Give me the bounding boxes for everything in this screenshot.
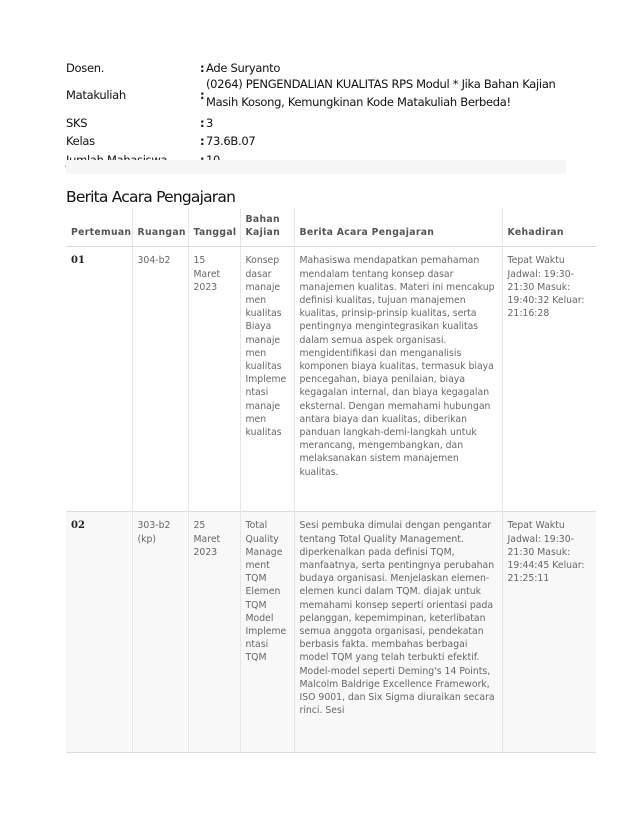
ruangan-cell: 303-b2 (kp) <box>132 512 188 753</box>
dosen-label: Dosen. <box>66 61 105 75</box>
kehadiran-cell: Tepat Waktu Jadwal: 19:30-21:30 Masuk: 19:44:45 Keluar: 21:25:11 <box>502 512 596 753</box>
section-title: Berita Acara Pengajaran <box>66 188 236 206</box>
bahan-kajian-cell: Total Quality Management TQM Elemen TQM Model Implementasi TQM <box>240 512 294 753</box>
pertemuan-cell: 01 <box>66 247 132 512</box>
teaching-report-table <box>66 208 596 753</box>
dosen-value: Ade Suryanto <box>206 61 281 75</box>
colon: : <box>200 116 205 130</box>
divider <box>66 160 566 174</box>
table-row <box>66 512 596 753</box>
berita-acara-cell: Sesi pembuka dimulai dengan pengantar tentang Total Quality Management. diperkenalkan pada definisi TQM, manfaatnya, serta pentingnya perubahan budaya organisasi. Menjelaskan elemen-elemen kunci dalam TQM. diajak untuk memahami konsep seperti orientasi pada pelanggan, kepemimpinan, keterlibatan semua anggota organisasi, pendekatan berbasis fakta. membahas berbagai model TQM yang telah terbukti efektif. Model-model seperti Deming's 14 Points, Malcolm Baldrige Excellence Framework, ISO 9001, dan Six Sigma diuraikan secara rinci. Sesi <box>294 512 502 753</box>
header-bahan-kajian: Bahan Kajian <box>240 208 294 247</box>
kelas-label: Kelas <box>66 134 95 148</box>
sks-label: SKS <box>66 116 88 130</box>
kelas-row <box>66 132 566 150</box>
colon: : <box>200 88 205 102</box>
pertemuan-cell: 02 <box>66 512 132 753</box>
header-ruangan: Ruangan <box>132 208 188 247</box>
kelas-value: 73.6B.07 <box>206 134 256 148</box>
colon: : <box>200 61 205 75</box>
tanggal-cell: 25 Maret 2023 <box>188 512 240 753</box>
sks-row <box>66 114 566 132</box>
sks-value: 3 <box>206 116 214 130</box>
header-pertemuan: Pertemuan <box>66 208 132 247</box>
header-berita-acara: Berita Acara Pengajaran <box>294 208 502 247</box>
dosen-row <box>66 60 566 76</box>
ruangan-cell: 304-b2 <box>132 247 188 512</box>
berita-acara-cell: Mahasiswa mendapatkan pemahaman mendalam tentang konsep dasar manajemen kualitas. Materi ini mencakup definisi kualitas, tujuan manajemen kualitas, prinsip-prinsip kualitas, serta pentingnya mengintegrasikan kualitas dalam semua aspek organisasi. mengidentifikasi dan menganalisis komponen biaya kualitas, termasuk biaya pencegahan, biaya penilaian, biaya kegagalan internal, dan biaya kegagalan eksternal. Dengan memahami hubungan antara biaya dan kualitas, diberikan panduan langkah-demi-langkah untuk merancang, mengembangkan, dan melaksanakan sistem manajemen kualitas. <box>294 247 502 512</box>
tanggal-cell: 15 Maret 2023 <box>188 247 240 512</box>
matakuliah-value: (0264) PENGENDALIAN KUALITAS RPS Modul * Jika Bahan Kajian Masih Kosong, Kemungkinan Kode Matakuliah Berbeda! <box>206 77 556 109</box>
matakuliah-label: Matakuliah <box>66 88 126 102</box>
colon: : <box>200 134 205 148</box>
header-kehadiran: Kehadiran <box>502 208 596 247</box>
kehadiran-cell: Tepat Waktu Jadwal: 19:30-21:30 Masuk: 19:40:32 Keluar: 21:16:28 <box>502 247 596 512</box>
matakuliah-row <box>66 76 566 114</box>
table-row <box>66 247 596 512</box>
table-header-row <box>66 208 596 247</box>
header-tanggal: Tanggal <box>188 208 240 247</box>
course-info <box>66 60 566 170</box>
bahan-kajian-cell: Konsep dasar manajemen kualitas Biaya manajemen kualitas Implementasi manajemen kualitas <box>240 247 294 512</box>
